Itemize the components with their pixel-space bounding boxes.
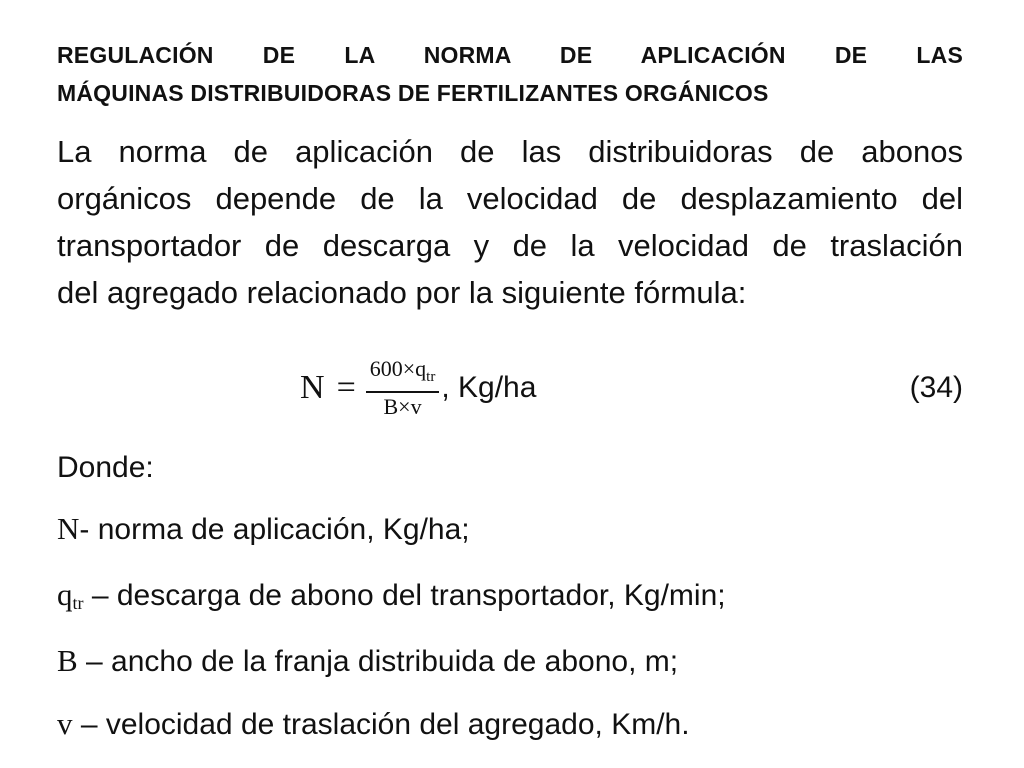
formula-denominator: B×v (383, 394, 422, 419)
numerator-subscript: tr (426, 369, 436, 385)
definition-symbol (57, 577, 84, 612)
definition-n (57, 509, 470, 557)
formula-fraction (366, 355, 440, 421)
section-heading (57, 36, 963, 112)
symbol-main: q (57, 577, 73, 612)
symbol-main: N (57, 511, 80, 546)
definition-text: - norma de aplicación, Kg/ha; (79, 513, 470, 546)
equation-number: (34) (909, 371, 963, 404)
definition-text: – ancho de la franja distribuida de abono, m; (77, 645, 679, 678)
definition-text: – descarga de abono del transportador, Kg/min; (83, 579, 726, 612)
intro-paragraph (57, 128, 963, 316)
intro-line-3: transportador de descarga y de la velocidad de traslación (57, 228, 963, 263)
formula-equals: = (336, 369, 356, 406)
symbol-subscript: tr (72, 593, 84, 613)
definition-text: – velocidad de traslación del agregado, Km/h. (72, 708, 690, 741)
definition-v (57, 704, 690, 752)
heading-line-1: REGULACIÓN DE LA NORMA DE APLICACIÓN DE LAS (57, 42, 963, 68)
definition-symbol (57, 511, 79, 546)
numerator-main: 600×q (369, 356, 427, 381)
formula-units: , Kg/ha (441, 371, 537, 404)
formula (300, 352, 536, 424)
formula-lhs: N (300, 369, 325, 406)
intro-line-1: La norma de aplicación de las distribuidoras de abonos (57, 134, 963, 169)
heading-line-2: MÁQUINAS DISTRIBUIDORAS DE FERTILIZANTES ORGÁNICOS (57, 80, 769, 106)
definition-symbol (57, 643, 78, 678)
definition-b (57, 641, 678, 689)
definition-qtr (57, 575, 726, 623)
symbol-main: B (57, 643, 78, 678)
intro-line-2: orgánicos depende de la velocidad de desplazamiento del (57, 181, 963, 216)
definition-symbol (57, 706, 73, 741)
where-label: Donde: (57, 451, 154, 484)
intro-line-4: del agregado relacionado por la siguiente fórmula: (57, 275, 747, 310)
symbol-main: v (57, 706, 73, 741)
formula-numerator (366, 355, 440, 393)
